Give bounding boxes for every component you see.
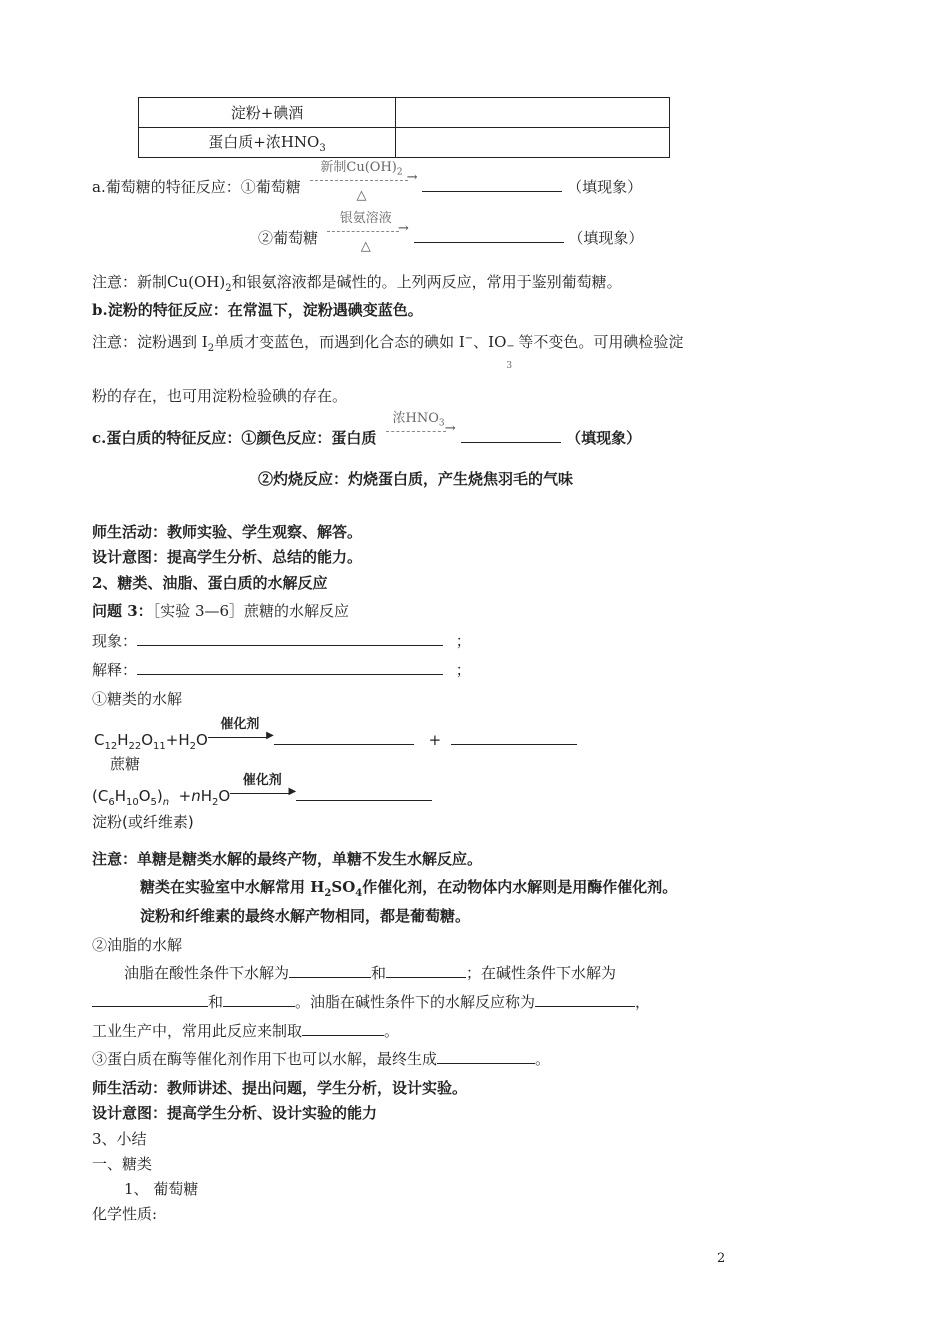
- intent-2: 设计意图：提高学生分析、设计实验的能力: [92, 1104, 378, 1122]
- explanation-line: 解释： ；: [92, 661, 471, 679]
- answer-blank[interactable]: [137, 660, 443, 675]
- starch-name: 淀粉(或纤维素): [92, 813, 194, 831]
- protein-reaction: c.蛋白质的特征反应：①颜色反应：蛋白质 浓$HNO_3$ → （填现象）: [92, 411, 642, 447]
- glucose-reaction-1: a.葡萄糖的特征反应：①葡萄糖 新制$Cu(OH)_2$ → △ （填现象）: [92, 160, 643, 203]
- fat-line-3: 工业生产中，常用此反应来制取 。: [92, 1022, 400, 1040]
- protein-burn: ②灼烧反应：灼烧蛋白质，产生烧焦羽毛的气味: [258, 470, 574, 488]
- table-row: [139, 128, 670, 158]
- chemical-properties: 化学性质:: [92, 1205, 158, 1223]
- answer-blank[interactable]: [461, 428, 561, 443]
- answer-blank[interactable]: [296, 786, 432, 801]
- question-3: 问题 3：［实验 3—6］蔗糖的水解反应: [92, 602, 350, 620]
- answer-blank[interactable]: [422, 177, 562, 192]
- table-cell-label: 蛋白质+浓$HNO_3$: [139, 128, 396, 158]
- answer-blank[interactable]: [451, 730, 577, 745]
- answer-blank[interactable]: [289, 963, 371, 978]
- starch-note: 注意：淀粉遇到 $I_2$单质才变蓝色，而遇到化合态的碘如 I−、IO − 3 等不变色。可用碘检验淀: [92, 333, 684, 371]
- arrow-head-icon: ▶: [266, 730, 274, 741]
- arrow-head-icon: →: [397, 221, 409, 236]
- table-row: [139, 98, 670, 128]
- section-2-title: 2、糖类、油脂、蛋白质的水解反应: [92, 574, 328, 592]
- note-2-line3: 淀粉和纤维素的最终水解产物相同，都是葡萄糖。: [140, 907, 471, 925]
- answer-blank[interactable]: [274, 730, 414, 745]
- arrow-head-icon: ▶: [288, 786, 297, 797]
- fat-line-2: 和 。油脂在碱性条件下的水解反应称为 ，: [92, 991, 650, 1012]
- table-cell-label: 淀粉+碘酒: [139, 98, 396, 128]
- phenomenon-line: 现象： ；: [92, 632, 471, 650]
- answer-blank[interactable]: [535, 992, 635, 1007]
- intent-1: 设计意图：提高学生分析、总结的能力。: [92, 548, 363, 566]
- sugar-hydrolysis-title: ①糖类的水解: [92, 690, 183, 708]
- note-2-line2: 糖类在实验室中水解常用 $H_2SO_4$作催化剂，在动物体内水解则是用酶作催化剂。: [140, 878, 678, 899]
- reaction-table: [138, 97, 670, 158]
- fat-hydrolysis-title: ②油脂的水解: [92, 936, 183, 954]
- answer-blank[interactable]: [302, 1021, 384, 1036]
- reaction-arrow: 银氨溶液 → △: [323, 223, 409, 243]
- starch-formula: $(C_6H_{10}O_5)_n +nH_2O$: [92, 787, 231, 808]
- note-2-line1: 注意：单糖是糖类水解的最终产物，单糖不发生水解反应。: [92, 850, 483, 868]
- activity-1: 师生活动：教师实验、学生观察、解答。: [92, 523, 363, 541]
- answer-blank[interactable]: [386, 963, 466, 978]
- starch-note-line2: 粉的存在，也可用淀粉检验碘的存在。: [92, 387, 348, 405]
- sucrose-name: 蔗糖: [110, 755, 141, 773]
- starch-equation: [92, 773, 432, 808]
- glucose-note: 注意：新制$Cu(OH)_2$和银氨溶液都是碱性的。上列两反应，常用于鉴别葡萄糖。: [92, 273, 622, 294]
- sugar-heading: 一、糖类: [92, 1155, 153, 1173]
- answer-blank[interactable]: [92, 992, 208, 1007]
- arrow-head-icon: →: [444, 421, 456, 436]
- reaction-arrow: 新制$Cu(OH)_2$ → △: [306, 172, 418, 192]
- catalyst-arrow: 催化剂 ▶: [230, 785, 294, 801]
- protein-hydrolysis: ③蛋白质在酶等催化剂作用下也可以水解，最终生成 。: [92, 1050, 551, 1068]
- glucose-heading: 1、 葡萄糖: [124, 1180, 199, 1198]
- reaction-arrow: 浓$HNO_3$ →: [382, 423, 456, 443]
- fat-line-1: 油脂在酸性条件下水解为 和 ；在碱性条件下水解为: [124, 964, 617, 982]
- table-cell-value[interactable]: [396, 128, 670, 158]
- activity-2: 师生活动：教师讲述、提出问题，学生分析，设计实验。: [92, 1079, 468, 1097]
- sucrose-formula: $C_{12}H_{22}O_{11}+H_2O$: [94, 731, 208, 752]
- page-number: 2: [717, 1251, 726, 1266]
- answer-blank[interactable]: [414, 228, 564, 243]
- table-cell-value[interactable]: [396, 98, 670, 128]
- answer-blank[interactable]: [437, 1049, 535, 1064]
- summary-title: 3、小结: [92, 1130, 147, 1148]
- sucrose-equation: $C_{12}H_{22}O_{11}+H_2O$ 催化剂 ▶ +: [94, 729, 577, 752]
- starch-title: b.淀粉的特征反应：在常温下，淀粉遇碘变蓝色。: [92, 301, 423, 319]
- arrow-head-icon: →: [406, 170, 418, 185]
- glucose-reaction-2: ②葡萄糖 银氨溶液 → △ （填现象）: [258, 211, 644, 254]
- answer-blank[interactable]: [223, 992, 295, 1007]
- answer-blank[interactable]: [137, 631, 443, 646]
- catalyst-arrow: 催化剂 ▶: [208, 729, 272, 745]
